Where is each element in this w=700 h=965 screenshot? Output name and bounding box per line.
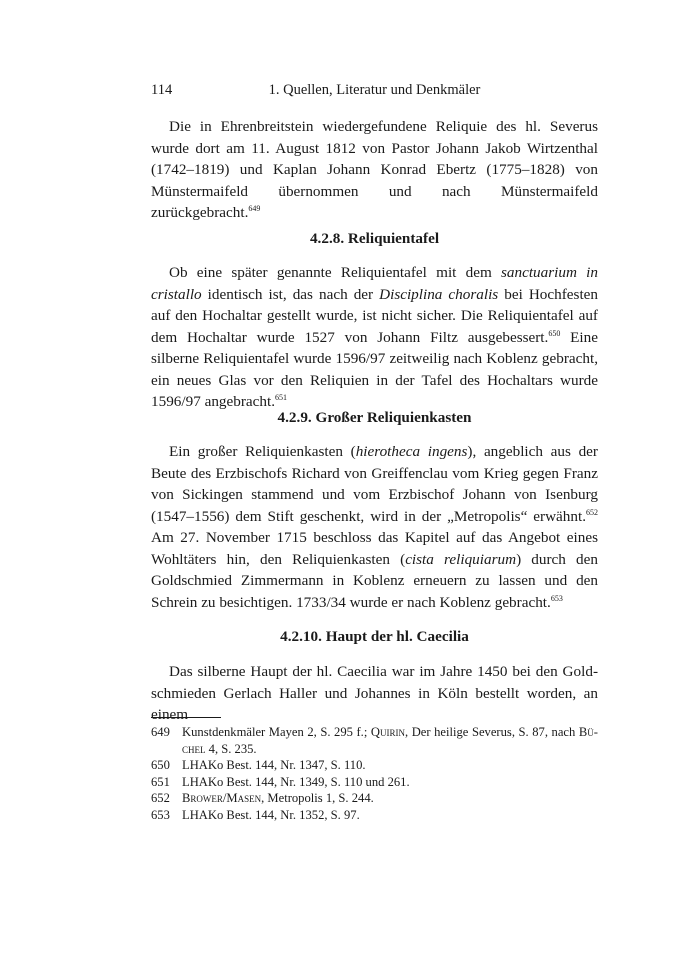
section-body (151, 262, 598, 413)
footnote-number: 653 (151, 807, 170, 822)
section-body (151, 441, 598, 613)
page-number: 114 (151, 82, 173, 98)
paragraph: Ein großer Reliquienkasten (hierotheca ingens), angeblich aus der Beute des Erzbischofs Richard von Greiffenclau vom Krieg gegen Franz von Sickingen stammend und vom Erzbischof Johann von Isenburg (1547–1556) dem Stift geschenkt, wird in der „Metropolis“ erwähnt.$^{652}$ Am 27. November 1715 beschloss das Kapitel auf das Angebot eines Wohltäters hin, den Reliquienkasten (cista reliquiarum) durch den Goldschmied Zimmermann in Koblenz erneuern zu lassen und den Schrein zu besichtigen. 1733/34 wurde er nach Koblenz gebracht.$^{653}$ (151, 443, 598, 611)
section-heading: 4.2.10. Haupt der hl. Caecilia (280, 628, 469, 645)
footnote-ref[interactable]: 649 (248, 203, 261, 213)
footnote: 651 LHAKo Best. 144, Nr. 1349, S. 110 und 261. (151, 774, 410, 789)
intro-paragraph-block (151, 116, 598, 224)
footnote: 652 Brower/Masen, Metropolis 1, S. 244. (151, 791, 374, 805)
footnote-separator (151, 717, 221, 718)
section-heading: 4.2.8. Reliquientafel (309, 230, 440, 247)
footnote: 649 Kunstdenkmäler Mayen 2, S. 295 f.; Quirin, Der heilige Severus, S. 87, nach Büchel 4, S. 235. (151, 725, 598, 756)
footnote-ref[interactable]: 650 (548, 328, 561, 338)
paragraph: Ob eine später genannte Reliquientafel mit dem sanctuarium in cristallo identisch ist, das nach der Disciplina choralis bei Hochfesten auf den Hochaltar gestellt wurde, ist nicht sicher. Die Reliquientafel auf dem Hochaltar wurde 1527 von Johann Filtz ausgebessert.$^{650}$ Eine silberne Reliquientafel wurde 1596/97 zeitweilig nach Koblenz gebracht, ein neues Glas vor den Reliquien in der Tafel des Hochaltars wurde 1596/97 angebracht.$^{651}$ (151, 264, 598, 410)
paragraph: Die in Ehrenbreitstein wiedergefundene Reliquie des hl. Severus wurde dort am 11. August 1812 von Pastor Johann Jakob Wirtzenthal (1742–1819) und Kaplan Johann Konrad Ebertz (1775–1828) von Münstermaifeld übernommen und nach Münstermaifeld zurückgebracht.$^{649}$ (151, 118, 598, 221)
footnote: 650 LHAKo Best. 144, Nr. 1347, S. 110. (151, 758, 366, 772)
running-title: 1. Quellen, Literatur und Denkmäler (268, 82, 481, 98)
footnote-number: 649 (151, 725, 170, 739)
running-header (151, 82, 598, 102)
footnote-number: 652 (151, 791, 170, 805)
paragraph: Das silberne Haupt der hl. Caecilia war im Jahre 1450 bei den Goldschmieden Gerlach Haller und Johannes in Köln bestellt worden, an einem (151, 663, 598, 723)
footnotes (151, 724, 598, 823)
footnote-number: 651 (151, 774, 170, 789)
section-body (151, 661, 598, 726)
footnote-number: 650 (151, 758, 170, 772)
footnote-ref[interactable]: 653 (550, 593, 563, 603)
footnote-ref[interactable]: 651 (275, 392, 287, 402)
section-heading: 4.2.9. Großer Reliquienkasten (277, 409, 472, 426)
footnote-ref[interactable]: 652 (586, 507, 598, 517)
footnote: 653 LHAKo Best. 144, Nr. 1352, S. 97. (151, 807, 360, 822)
